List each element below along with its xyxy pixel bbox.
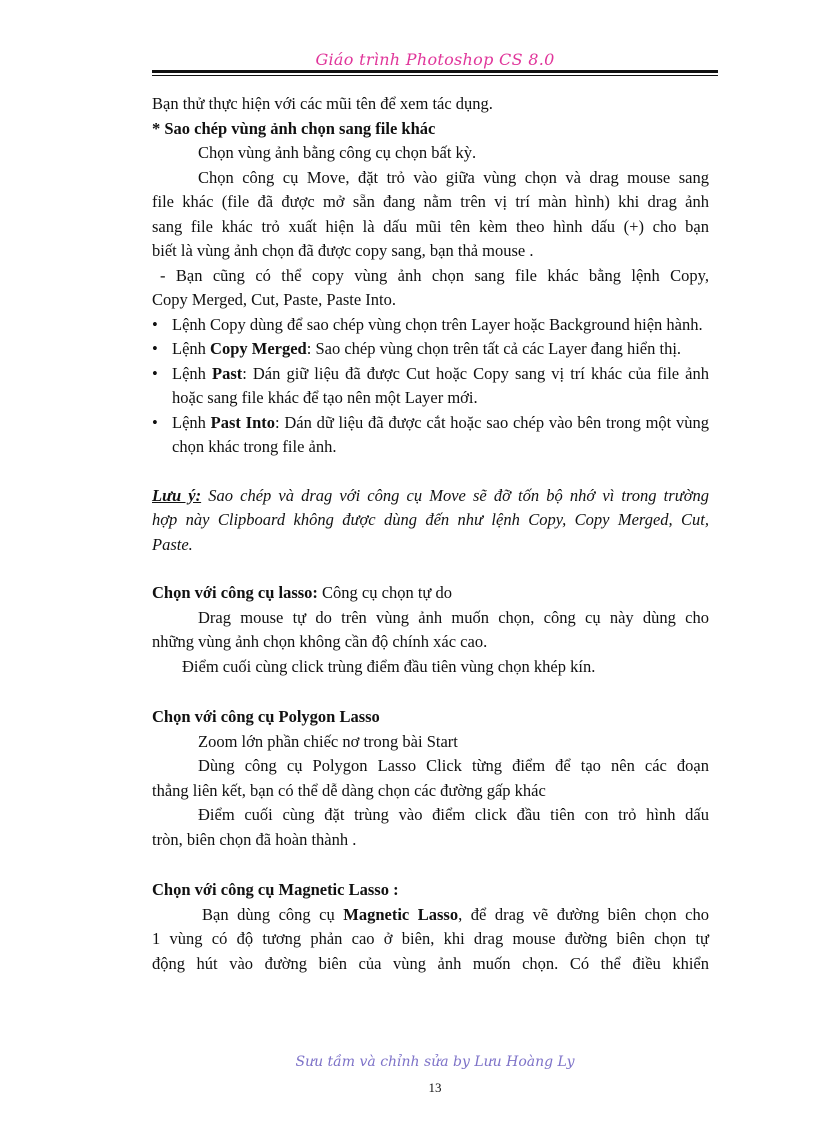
paragraph-line: động hút vào đường biên của vùng ảnh muốn chọn. Có thể điều khiển xyxy=(152,953,709,973)
paragraph: Chọn vùng ảnh bằng công cụ chọn bất kỳ. xyxy=(198,143,477,162)
list-item-bold: Past Into xyxy=(210,412,275,432)
list-item xyxy=(152,411,709,460)
note-text: Sao chép và drag với công cụ Move sẽ đỡ tốn bộ nhớ vì trong trường xyxy=(201,485,709,505)
bullet-icon: • xyxy=(152,339,158,358)
list-item-bold: Copy Merged xyxy=(210,339,307,358)
paragraph-line: Drag mouse tự do trên vùng ảnh muốn chọn, công cụ này dùng cho xyxy=(198,607,709,627)
note-label: Lưu ý: xyxy=(152,485,202,505)
paragraph-bold: Magnetic Lasso xyxy=(343,904,459,924)
list-item xyxy=(152,337,709,362)
paragraph-line: file khác (file đã được mở sẵn đang nằm trên vị trí màn hình) khi drag ảnh xyxy=(152,192,709,211)
note-line: Paste. xyxy=(152,534,193,554)
list-item xyxy=(152,362,709,411)
paragraph-line xyxy=(152,903,709,928)
paragraph: Zoom lớn phần chiếc nơ trong bài Start xyxy=(198,731,458,751)
lasso-heading xyxy=(152,581,709,606)
list-item-text: Lệnh xyxy=(172,412,211,432)
list-item-text: Lệnh xyxy=(172,363,212,383)
polygon-heading xyxy=(152,705,709,730)
header-rule-thin xyxy=(152,75,718,76)
paragraph-line: Copy Merged, Cut, Paste, Paste Into. xyxy=(152,290,396,309)
paragraph-text: , để drag vẽ đường biên chọn cho xyxy=(458,904,709,924)
paragraph-line: Chọn công cụ Move, đặt trỏ vào giữa vùng chọn và drag mouse sang xyxy=(198,167,709,187)
paragraph-line: những vùng ảnh chọn không cần độ chính xác cao. xyxy=(152,632,488,651)
header-rule-thick xyxy=(152,70,718,73)
paragraph-text: Bạn dùng công cụ xyxy=(202,904,344,924)
paragraph-line: 1 vùng có độ tương phản cao ở biên, khi drag mouse đường biên chọn tự xyxy=(152,929,709,948)
paragraph-line: Dùng công cụ Polygon Lasso Click từng điểm để tạo nên các đoạn xyxy=(198,756,709,775)
list-item-text: Lệnh xyxy=(172,339,211,358)
section-heading-text: * Sao chép vùng ảnh chọn sang file khác xyxy=(152,118,436,138)
paragraph-line: thẳng liên kết, bạn có thể dễ dàng chọn các đường gấp khác xyxy=(152,780,546,800)
lasso-heading-text: Công cụ chọn tự do xyxy=(317,583,452,602)
paragraph-line: biết là vùng ảnh chọn đã được copy sang, bạn thả mouse . xyxy=(152,241,534,260)
page-body xyxy=(152,92,709,976)
running-header: Giáo trình Photoshop CS 8.0 xyxy=(315,50,555,69)
bullet-icon: • xyxy=(152,363,158,383)
list-item-text: : Dán giữ liệu đã được Cut hoặc Copy sang vị trí khác của file ảnh hoặc sang file khác để tạo nên một Layer mới. xyxy=(172,363,710,407)
page-number: 13 xyxy=(428,1080,442,1095)
magnetic-heading-bold: Chọn với công cụ Magnetic Lasso : xyxy=(152,880,399,899)
magnetic-heading xyxy=(152,878,709,903)
polygon-heading-bold: Chọn với công cụ Polygon Lasso xyxy=(152,707,380,726)
section-heading-copy-to-file xyxy=(152,117,709,142)
list-item-bold: Past xyxy=(211,363,243,383)
running-footer: Sưu tầm và chỉnh sửa by Lưu Hoàng Ly xyxy=(295,1054,575,1070)
note-line xyxy=(152,484,709,509)
command-list xyxy=(152,313,709,460)
paragraph-line: - Bạn cũng có thể copy vùng ảnh chọn sang file khác bằng lệnh Copy, xyxy=(160,265,709,285)
list-item-text: : Sao chép vùng chọn trên tất cả các Layer đang hiển thị. xyxy=(306,339,682,358)
paragraph-line: sang file khác trỏ xuất hiện là dấu mũi tên kèm theo hình dấu (+) cho bạn xyxy=(152,216,709,236)
bullet-icon: • xyxy=(152,412,158,432)
bullet-icon: • xyxy=(152,314,158,334)
lasso-heading-bold: Chọn với công cụ lasso: xyxy=(152,583,318,602)
list-item-text: Lệnh Copy dùng để sao chép vùng chọn trên Layer hoặc Background hiện hành. xyxy=(172,314,703,334)
paragraph-line: Điểm cuối cùng đặt trùng vào điểm click đầu tiên con trỏ hình dấu xyxy=(198,805,709,824)
paragraph-line: tròn, biên chọn đã hoàn thành . xyxy=(152,829,357,849)
list-item-text: : Dán dữ liệu đã được cắt hoặc sao chép vào bên trong một vùng chọn khác trong file ảnh. xyxy=(172,412,709,456)
note-line: hợp này Clipboard không được dùng đến như lệnh Copy, Copy Merged, Cut, xyxy=(152,510,709,529)
paragraph: Điểm cuối cùng click trùng điểm đầu tiên vùng chọn khép kín. xyxy=(182,656,596,676)
intro-line: Bạn thử thực hiện với các mũi tên để xem tác dụng. xyxy=(152,94,493,113)
list-item xyxy=(152,313,709,338)
